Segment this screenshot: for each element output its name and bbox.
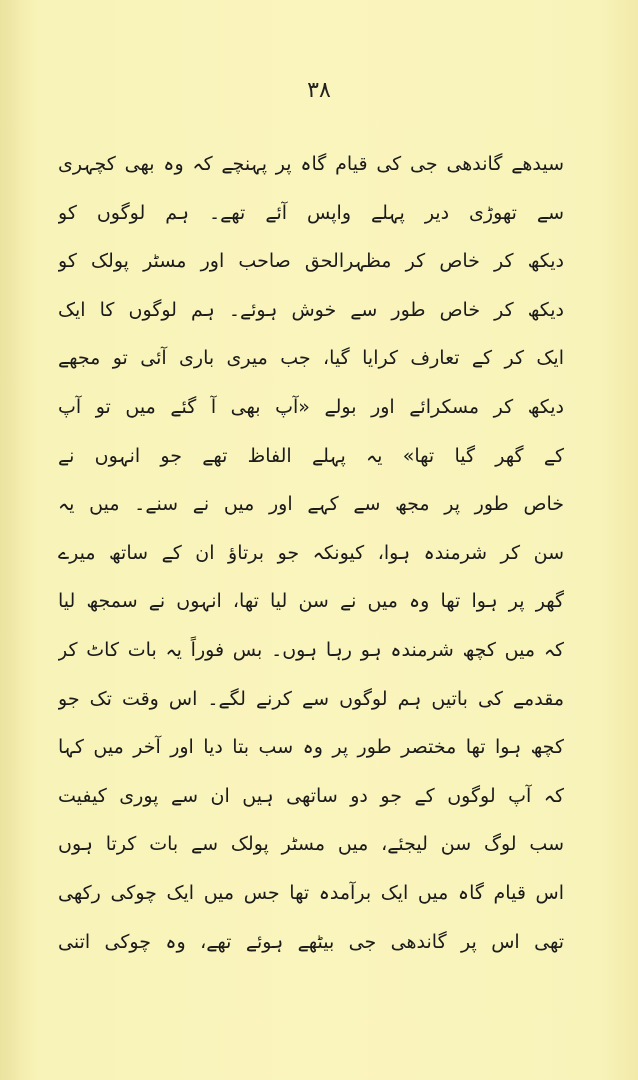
text-line: کہ آپ لوگوں کے جو دو ساتھی ہیں ان سے پوری کیفیت: [58, 784, 564, 807]
text-line: مقدمے کی باتیں ہم لوگوں سے کرنے لگے۔ اس وقت تک جو: [58, 687, 564, 710]
text-line: سن کر شرمندہ ہوا، کیونکہ جو برتاؤ ان کے ساتھ میرے: [58, 541, 564, 564]
text-line: دیکھ کر خاص کر مظہرالحق صاحب اور مسٹر پولک کو: [58, 250, 564, 273]
text-line: اس قیام گاہ میں ایک برآمدہ تھا جس میں ایک چوکی رکھی: [58, 881, 564, 904]
text-line: گھر پر ہوا تھا وہ میں نے سن لیا تھا، انہوں نے سمجھ لیا: [58, 590, 564, 613]
text-line: سے تھوڑی دیر پہلے واپس آئے تھے۔ ہم لوگوں کو: [58, 201, 564, 224]
text-line: ایک کر کے تعارف کرایا گیا، جب میری باری آئی تو مجھے: [58, 347, 564, 370]
text-line: سب لوگ سن لیجئے، میں مسٹر پولک سے بات کرتا ہوں: [58, 833, 564, 856]
text-line: سیدھے گاندھی جی کی قیام گاہ پر پہنچے کہ وہ بھی کچہری: [58, 153, 564, 175]
text-line: خاص طور پر مجھ سے کہے اور میں نے سنے۔ میں یہ: [58, 493, 564, 516]
text-line: کے گھر گیا تھا» یہ پہلے الفاظ تھے جو انہوں نے: [58, 444, 564, 467]
text-line: کہ میں کچھ شرمندہ ہو رہا ہوں۔ بس فوراً یہ بات کاٹ کر: [58, 638, 564, 661]
text-line: کچھ ہوا تھا مختصر طور پر وہ سب بتا دیا اور آخر میں کہا: [58, 736, 564, 759]
text-line: دیکھ کر خاص طور سے خوش ہوئے۔ ہم لوگوں کا ایک: [58, 298, 564, 321]
page-edge-shadow: [0, 0, 22, 1080]
text-line: تھی اس پر گاندھی جی بیٹھے ہوئے تھے، وہ چوکی اتنی: [58, 930, 564, 953]
page-body-text: [58, 140, 564, 966]
text-line: دیکھ کر مسکرائے اور بولے «آپ بھی آ گئے میں تو آپ: [58, 395, 564, 418]
page-number: ۳۸: [307, 78, 331, 103]
